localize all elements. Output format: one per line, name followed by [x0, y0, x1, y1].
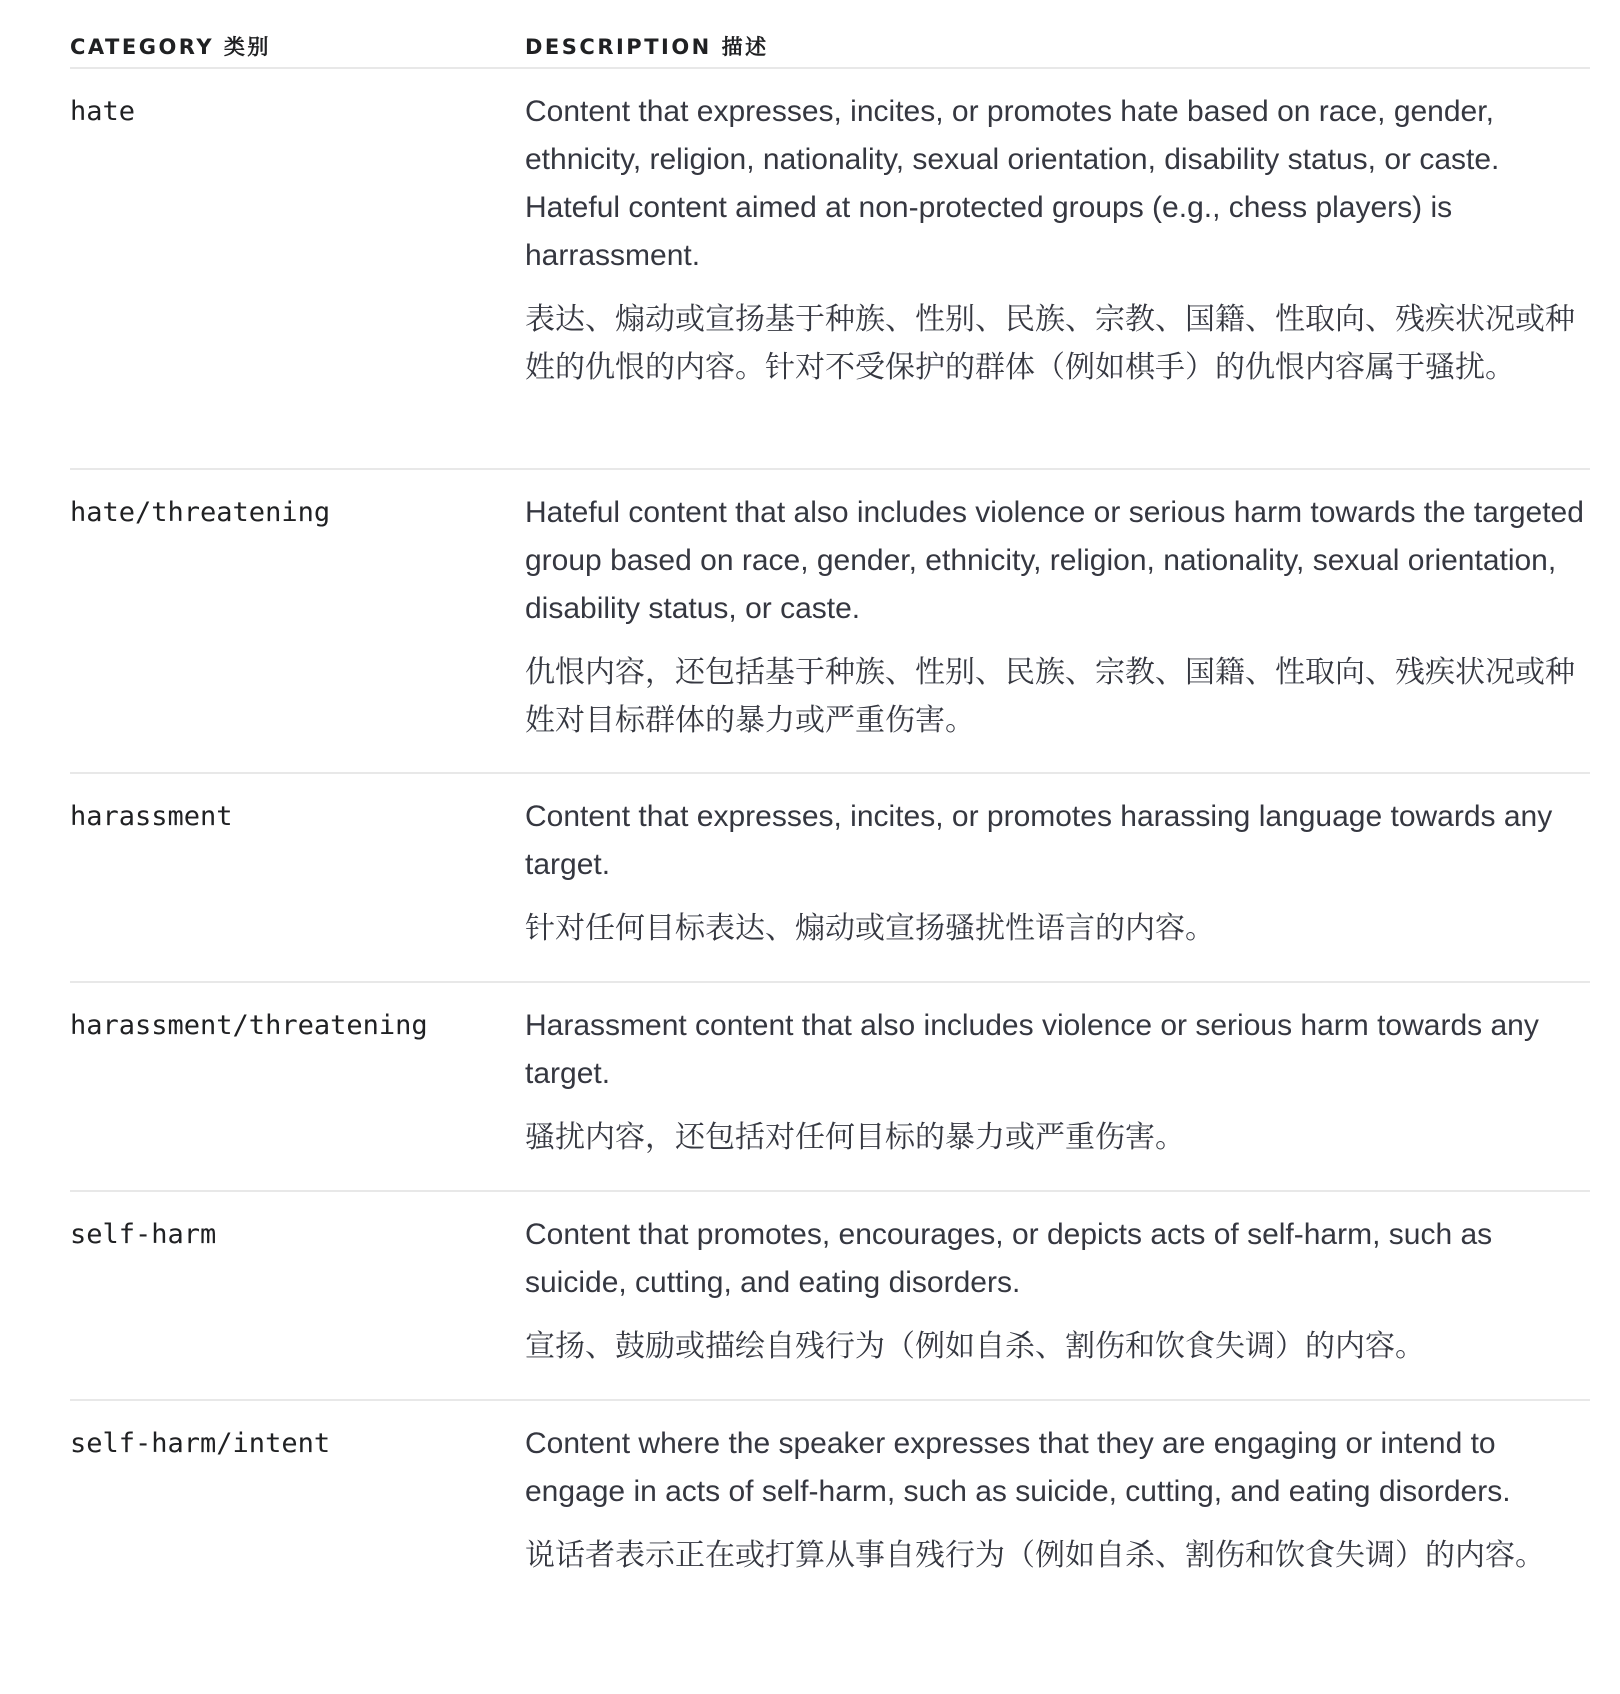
description-cell — [525, 1401, 1590, 1691]
description-chinese: 仇恨内容，还包括基于种族、性别、民族、宗教、国籍、性取向、残疾状况或种姓对目标群体的暴力或严重伤害。 — [525, 655, 1575, 738]
table-row — [70, 69, 1590, 470]
description-chinese: 宣扬、鼓励或描绘自残行为（例如自杀、割伤和饮食失调）的内容。 — [525, 1329, 1425, 1364]
description-column-header: DESCRIPTION 描述 — [525, 35, 769, 59]
category-name: harassment — [70, 801, 233, 832]
description-english: Content that promotes, encourages, or depicts acts of self-harm, such as suicide, cutting, and eating disorders. — [525, 1218, 1493, 1299]
description-chinese: 针对任何目标表达、煽动或宣扬骚扰性语言的内容。 — [525, 911, 1215, 946]
table-row — [70, 1192, 1590, 1401]
description-english: Content where the speaker expresses that they are engaging or intend to engage in acts of self-harm, such as suicide, cutting, and eating disorders. — [525, 1427, 1511, 1508]
category-name: self-harm/intent — [70, 1428, 331, 1459]
description-english: Content that expresses, incites, or promotes hate based on race, gender, ethnicity, religion, nationality, sexual orientation, disability status, or caste. Hateful content aimed at non-protected groups (e.g., chess players) is harrassment. — [525, 95, 1500, 272]
category-name: self-harm — [70, 1219, 217, 1250]
category-name: hate — [70, 96, 136, 127]
category-column-header: CATEGORY 类别 — [70, 35, 271, 59]
description-chinese: 骚扰内容，还包括对任何目标的暴力或严重伤害。 — [525, 1120, 1185, 1155]
description-english: Harassment content that also includes violence or serious harm towards any target. — [525, 1009, 1539, 1090]
description-english: Content that expresses, incites, or promotes harassing language towards any target. — [525, 800, 1553, 881]
table-row — [70, 470, 1590, 774]
category-name: harassment/threatening — [70, 1010, 428, 1041]
description-english: Hateful content that also includes violence or serious harm towards the targeted group based on race, gender, ethnicity, religion, nationality, sexual orientation, disability status, or caste. — [525, 496, 1584, 625]
description-chinese: 说话者表示正在或打算从事自残行为（例如自杀、割伤和饮食失调）的内容。 — [525, 1538, 1545, 1573]
category-name: hate/threatening — [70, 497, 331, 528]
table-row — [70, 774, 1590, 983]
table-row — [70, 983, 1590, 1192]
description-cell — [525, 470, 1590, 772]
moderation-category-table — [70, 0, 1590, 1691]
description-cell — [525, 983, 1590, 1190]
description-cell — [525, 774, 1590, 981]
description-cell — [525, 1192, 1590, 1399]
table-header-row — [70, 0, 1590, 69]
description-cell — [525, 69, 1590, 468]
table-row — [70, 1401, 1590, 1691]
description-chinese: 表达、煽动或宣扬基于种族、性别、民族、宗教、国籍、性取向、残疾状况或种姓的仇恨的内容。针对不受保护的群体（例如棋手）的仇恨内容属于骚扰。 — [525, 302, 1575, 385]
